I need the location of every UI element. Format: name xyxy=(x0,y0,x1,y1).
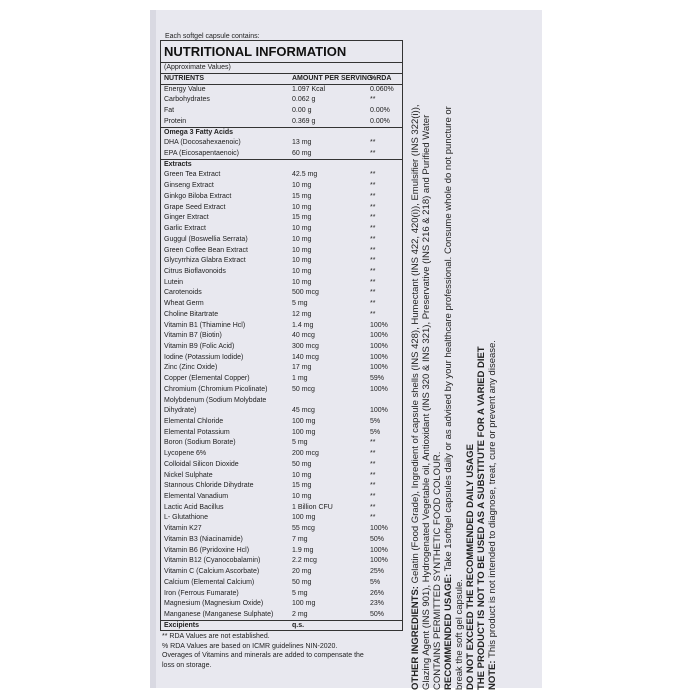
rda-cell: 23% xyxy=(370,600,385,608)
rda-cell: ** xyxy=(370,192,376,200)
nutrient-name: Lactic Acid Bacillus xyxy=(164,503,224,511)
table-row xyxy=(161,299,402,310)
amount-cell: 10 mg xyxy=(292,246,312,254)
table-row xyxy=(161,438,402,449)
nutrient-name: Glycyrrhiza Glabra Extract xyxy=(164,257,246,265)
nutrient-name: Zinc (Zinc Oxide) xyxy=(164,364,218,372)
amount-cell: 140 mcg xyxy=(292,353,319,361)
rda-cell: 5% xyxy=(370,428,381,436)
table-row xyxy=(161,138,402,149)
amount-cell: 15 mg xyxy=(292,192,312,200)
rda-cell: ** xyxy=(370,514,376,522)
table-row xyxy=(161,95,402,106)
rda-cell: 26% xyxy=(370,589,385,597)
table-row xyxy=(161,278,402,289)
amount-cell: 1 Billion CFU xyxy=(292,503,333,511)
footnote: % RDA Values are based on ICMR guidelines NIN-2020. xyxy=(162,642,338,650)
amount-cell: 10 mg xyxy=(292,493,312,501)
rda-cell xyxy=(370,396,400,407)
usage-line: RECOMMENDED USAGE: Take 1softgel capsules daily or as advised by your healthcare professional. Consume whole do not puncture or xyxy=(443,106,454,690)
amount-cell: 50 mg xyxy=(292,578,312,586)
table-row xyxy=(161,546,402,557)
rda-cell: 0.00% xyxy=(370,107,390,115)
caption: Each softgel capsule contains: xyxy=(165,33,260,40)
amount-cell: 500 mcg xyxy=(292,289,319,297)
amount-cell xyxy=(292,396,370,407)
table-row xyxy=(161,106,402,117)
nutrient-name: Iron (Ferrous Fumarate) xyxy=(164,589,239,597)
ingredients-line: Glazing Agent (INS 901), Hydrogenated Vegetable oil, Antioxidant (INS 320 & INS 321), Preservative (INS 216 & 218) and Purified Water xyxy=(421,114,432,690)
table-row xyxy=(161,256,402,267)
amount-cell: 1.9 mg xyxy=(292,546,314,554)
table-row xyxy=(161,321,402,332)
table-row xyxy=(161,417,402,428)
table-row xyxy=(161,310,402,321)
amount-cell: 100 mg xyxy=(292,600,316,608)
amount-cell: 0.062 g xyxy=(292,96,316,104)
table-header xyxy=(161,74,402,85)
amount-cell: 10 mg xyxy=(292,471,312,479)
nutrient-name: Elemental Potassium xyxy=(164,428,230,436)
nutrient-name: Lycopene 6% xyxy=(164,450,207,458)
amount-cell: 0.00 g xyxy=(292,107,312,115)
rda-cell: ** xyxy=(370,139,376,147)
nutrient-name: Carotenoids xyxy=(164,289,202,297)
rda-cell: 0.00% xyxy=(370,117,390,125)
nutrient-name: Green Tea Extract xyxy=(164,171,221,179)
amount-cell: 10 mg xyxy=(292,257,312,265)
nutrient-name: Protein xyxy=(164,117,187,125)
warning-line: DO NOT EXCEED THE RECOMMENDED DAILY USAGE xyxy=(465,444,476,690)
amount-cell: 50 mg xyxy=(292,460,312,468)
rda-cell: 100% xyxy=(370,557,388,565)
header-amount: AMOUNT PER SERVING xyxy=(292,75,373,82)
footnotes xyxy=(162,632,364,670)
nutrient-name: Iodine (Potassium Iodide) xyxy=(164,353,244,361)
amount-cell: 17 mg xyxy=(292,364,312,372)
amount-cell: 12 mg xyxy=(292,310,312,318)
amount-cell: 1 mg xyxy=(292,375,308,383)
nutrient-name: DHA (Docosahexaenoic) xyxy=(164,139,241,147)
amount-cell xyxy=(292,128,370,139)
table-row xyxy=(161,406,402,417)
nutrient-name: Colloidal Silicon Dioxide xyxy=(164,460,239,468)
amount-cell: 0.369 g xyxy=(292,117,316,125)
rda-cell: 100% xyxy=(370,321,388,329)
rda-cell: 100% xyxy=(370,364,388,372)
table-row xyxy=(161,224,402,235)
table-row xyxy=(161,213,402,224)
nutrition-table xyxy=(160,40,403,631)
table-row xyxy=(161,535,402,546)
table-row xyxy=(161,589,402,600)
amount-cell: 5 mg xyxy=(292,439,308,447)
table-row xyxy=(161,181,402,192)
amount-cell: 55 mcg xyxy=(292,525,315,533)
nutrient-name: Ginger Extract xyxy=(164,214,209,222)
rda-cell: 100% xyxy=(370,546,388,554)
table-row xyxy=(161,363,402,374)
amount-cell: 2.2 mcg xyxy=(292,557,317,565)
nutrient-name: Ginkgo Biloba Extract xyxy=(164,192,232,200)
warning-line-2: THE PRODUCT IS NOT TO BE USED AS A SUBSTITUTE FOR A VARIED DIET xyxy=(476,346,487,690)
amount-cell: 10 mg xyxy=(292,278,312,286)
rda-cell: ** xyxy=(370,235,376,243)
nutrient-name: Stannous Chloride Dihydrate xyxy=(164,482,254,490)
nutrient-name: Boron (Sodium Borate) xyxy=(164,439,236,447)
nutrient-name: Vitamin B7 (Biotin) xyxy=(164,332,222,340)
rda-cell: 5% xyxy=(370,578,381,586)
rda-cell: 100% xyxy=(370,525,388,533)
table-row xyxy=(161,374,402,385)
amount-cell: 7 mg xyxy=(292,535,308,543)
nutrient-name: Vitamin B9 (Folic Acid) xyxy=(164,342,235,350)
nutrient-name: Vitamin B6 (Pyridoxine Hcl) xyxy=(164,546,250,554)
table-body xyxy=(161,85,402,632)
rda-cell: ** xyxy=(370,96,376,104)
amount-cell: 60 mg xyxy=(292,150,312,158)
rda-cell: 50% xyxy=(370,610,385,618)
amount-cell: 100 mg xyxy=(292,514,316,522)
nutrient-name: Vitamin K27 xyxy=(164,525,202,533)
amount-cell: 100 mg xyxy=(292,428,316,436)
table-row xyxy=(161,621,402,632)
rda-cell: ** xyxy=(370,182,376,190)
rda-cell: ** xyxy=(370,482,376,490)
table-row xyxy=(161,246,402,257)
note-line: NOTE: This product is not intended to diagnose, treat, cure or prevent any disease. xyxy=(487,340,498,690)
amount-cell: 42.5 mg xyxy=(292,171,318,179)
nutrient-name: Calcium (Elemental Calcium) xyxy=(164,578,255,586)
table-title: NUTRITIONAL INFORMATION xyxy=(161,41,402,63)
nutrient-name: Omega 3 Fatty Acids xyxy=(164,128,233,136)
nutrient-name: Extracts xyxy=(164,160,192,168)
rda-cell: ** xyxy=(370,439,376,447)
table-row xyxy=(161,117,402,128)
footnote: ** RDA Values are not established. xyxy=(162,633,270,640)
table-row xyxy=(161,342,402,353)
rda-cell xyxy=(370,621,400,632)
rda-cell: ** xyxy=(370,503,376,511)
table-row xyxy=(161,128,402,139)
amount-cell: 100 mg xyxy=(292,418,316,425)
nutrient-name: Wheat Germ xyxy=(164,300,204,308)
table-row xyxy=(161,492,402,503)
rda-cell: 50% xyxy=(370,535,385,543)
table-row xyxy=(161,599,402,610)
rda-cell: 100% xyxy=(370,407,388,415)
nutrient-name: Vitamin B1 (Thiamine Hcl) xyxy=(164,321,246,329)
amount-cell: 15 mg xyxy=(292,482,312,490)
table-row xyxy=(161,513,402,524)
rda-cell: ** xyxy=(370,225,376,233)
rda-cell: ** xyxy=(370,214,376,222)
rda-cell: 25% xyxy=(370,568,385,576)
table-row xyxy=(161,428,402,439)
rda-cell: ** xyxy=(370,310,376,318)
table-row xyxy=(161,170,402,181)
nutrient-name: EPA (Eicosapentaenoic) xyxy=(164,150,239,158)
footnote: Overages of Vitamins and minerals are added to compensate the xyxy=(162,652,364,659)
table-row xyxy=(161,610,402,621)
usage-line-2: break the soft gel capsule. xyxy=(454,579,465,690)
amount-cell: 5 mg xyxy=(292,300,308,308)
table-row xyxy=(161,385,402,396)
rda-cell: ** xyxy=(370,246,376,254)
table-row xyxy=(161,567,402,578)
rda-cell: ** xyxy=(370,257,376,265)
amount-cell: 10 mg xyxy=(292,267,312,275)
rda-cell: 100% xyxy=(370,385,388,393)
panel-edge xyxy=(150,10,156,688)
amount-cell: 45 mcg xyxy=(292,407,315,415)
nutrient-name: Excipients xyxy=(164,621,200,629)
nutrient-name: Lutein xyxy=(164,278,184,286)
table-row xyxy=(161,556,402,567)
rda-cell: ** xyxy=(370,150,376,158)
nutrient-name: Grape Seed Extract xyxy=(164,203,226,211)
nutrient-name: Elemental Chloride xyxy=(164,418,224,425)
nutrient-name: Ginseng Extract xyxy=(164,182,214,190)
table-row xyxy=(161,471,402,482)
other-ingredients-line: OTHER INGREDIENTS: Gelatin (Food Grade), Ingredient of capsule shells (INS 428), Humectant (INS 422, 420(i)), Emulsifier (INS 322(i)), xyxy=(410,104,421,690)
nutrient-name: Energy Value xyxy=(164,85,206,93)
table-row xyxy=(161,578,402,589)
nutrient-name: Magnesium (Magnesium Oxide) xyxy=(164,600,264,608)
table-row xyxy=(161,396,402,407)
nutrient-name: Vitamin C (Calcium Ascorbate) xyxy=(164,568,260,576)
nutrient-name: Green Coffee Bean Extract xyxy=(164,246,248,254)
nutrient-name: Carbohydrates xyxy=(164,96,210,104)
header-rda: %RDA xyxy=(370,75,392,82)
table-row xyxy=(161,353,402,364)
amount-cell: 1.097 Kcal xyxy=(292,85,326,93)
rda-cell: ** xyxy=(370,460,376,468)
amount-cell: 2 mg xyxy=(292,610,308,618)
amount-cell: 20 mg xyxy=(292,568,312,576)
nutrient-name: Garlic Extract xyxy=(164,225,207,233)
amount-cell: 10 mg xyxy=(292,225,312,233)
amount-cell: 10 mg xyxy=(292,235,312,243)
rda-cell: ** xyxy=(370,450,376,458)
table-row xyxy=(161,524,402,535)
rda-cell: ** xyxy=(370,203,376,211)
side-ingredients-text xyxy=(410,10,530,690)
amount-cell xyxy=(292,160,370,171)
rda-cell: ** xyxy=(370,300,376,308)
nutrient-name: Vitamin B3 (Niacinamide) xyxy=(164,535,243,543)
amount-cell: q.s. xyxy=(292,621,305,629)
nutrient-name: Guggul (Boswellia Serrata) xyxy=(164,235,248,243)
rda-cell: ** xyxy=(370,471,376,479)
nutrient-name: Vitamin B12 (Cyanocobalamin) xyxy=(164,557,261,565)
colour-line: CONTAINS PERMITTED SYNTHETIC FOOD COLOUR. xyxy=(432,451,443,690)
table-row xyxy=(161,160,402,171)
rda-cell: 5% xyxy=(370,418,381,425)
table-row xyxy=(161,235,402,246)
table-row xyxy=(161,449,402,460)
table-row xyxy=(161,481,402,492)
table-row xyxy=(161,267,402,278)
amount-cell: 1.4 mg xyxy=(292,321,314,329)
amount-cell: 300 mcg xyxy=(292,342,319,350)
amount-cell: 50 mcg xyxy=(292,385,315,393)
amount-cell: 5 mg xyxy=(292,589,308,597)
amount-cell: 200 mcg xyxy=(292,450,319,458)
rda-cell: ** xyxy=(370,278,376,286)
rda-cell: 0.060% xyxy=(370,85,394,93)
header-nutrients: NUTRIENTS xyxy=(164,75,205,82)
table-row xyxy=(161,331,402,342)
amount-cell: 10 mg xyxy=(292,182,312,190)
rda-cell: 100% xyxy=(370,342,388,350)
nutrient-name: Elemental Vanadium xyxy=(164,493,229,501)
table-row xyxy=(161,203,402,214)
nutrient-name: Dihydrate) xyxy=(164,407,197,415)
rda-cell: ** xyxy=(370,171,376,179)
amount-cell: 15 mg xyxy=(292,214,312,222)
amount-cell: 10 mg xyxy=(292,203,312,211)
table-row xyxy=(161,503,402,514)
nutrient-name: Chromium (Chromium Picolinate) xyxy=(164,385,268,393)
nutrient-name: Fat xyxy=(164,107,175,115)
rda-cell xyxy=(370,160,400,171)
table-row xyxy=(161,288,402,299)
rda-cell: 100% xyxy=(370,353,388,361)
amount-cell: 40 mcg xyxy=(292,332,315,340)
rda-cell: ** xyxy=(370,493,376,501)
table-row xyxy=(161,192,402,203)
rda-cell: ** xyxy=(370,289,376,297)
table-subtitle: (Approximate Values) xyxy=(161,63,402,74)
rda-cell: ** xyxy=(370,267,376,275)
rda-cell: 59% xyxy=(370,375,385,383)
rda-cell: 100% xyxy=(370,332,388,340)
table-row xyxy=(161,149,402,160)
rda-cell xyxy=(370,128,400,139)
table-row xyxy=(161,85,402,96)
nutrient-name: L- Glutathione xyxy=(164,514,208,522)
footnote: loss on storage. xyxy=(162,661,212,669)
amount-cell: 13 mg xyxy=(292,139,312,147)
nutrient-name: Nickel Sulphate xyxy=(164,471,213,479)
nutrient-name: Choline Bitartrate xyxy=(164,310,219,318)
table-row xyxy=(161,460,402,471)
nutrient-name: Copper (Elemental Copper) xyxy=(164,375,250,383)
nutrient-name: Molybdenum (Sodium Molybdate xyxy=(164,396,267,404)
nutrient-name: Citrus Bioflavonoids xyxy=(164,267,226,275)
nutrient-name: Manganese (Manganese Sulphate) xyxy=(164,610,274,618)
